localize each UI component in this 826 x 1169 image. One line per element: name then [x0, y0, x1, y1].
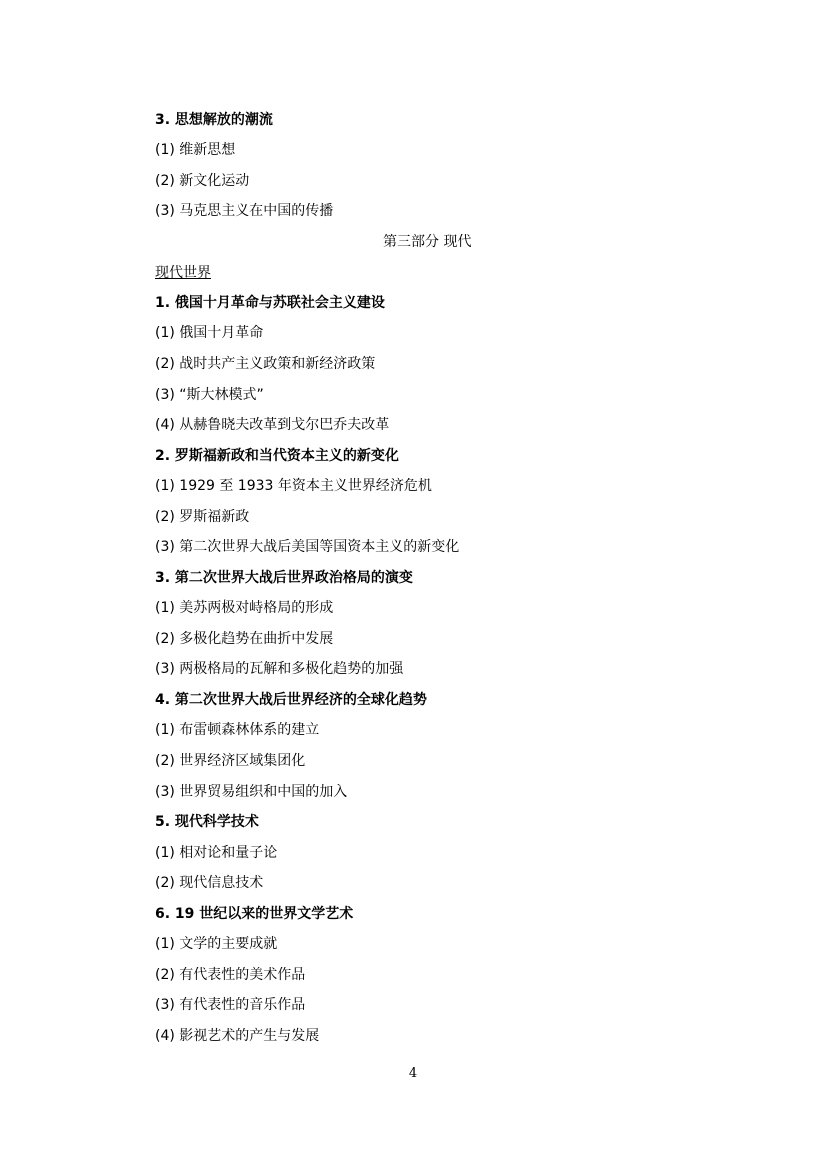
- section-heading: 6. 19 世纪以来的世界文学艺术: [155, 906, 354, 922]
- part-title: 第三部分 现代: [383, 234, 472, 250]
- section-heading: 3. 思想解放的潮流: [155, 112, 273, 128]
- list-item: (2) 罗斯福新政: [155, 509, 250, 525]
- page-number: 4: [408, 1066, 418, 1081]
- section-heading: 5. 现代科学技术: [155, 814, 259, 830]
- list-item: (3) 两极格局的瓦解和多极化趋势的加强: [155, 661, 404, 677]
- list-item: (1) 文学的主要成就: [155, 936, 278, 952]
- list-item: (3) 有代表性的音乐作品: [155, 997, 306, 1013]
- section-heading: 4. 第二次世界大战后世界经济的全球化趋势: [155, 692, 427, 708]
- section-heading: 1. 俄国十月革命与苏联社会主义建设: [155, 295, 385, 311]
- list-item: (1) 美苏两极对峙格局的形成: [155, 600, 334, 616]
- list-item: (4) 从赫鲁晓夫改革到戈尔巴乔夫改革: [155, 417, 390, 433]
- section-heading: 3. 第二次世界大战后世界政治格局的演变: [155, 570, 413, 586]
- list-item: (4) 影视艺术的产生与发展: [155, 1028, 320, 1044]
- list-item: (2) 有代表性的美术作品: [155, 967, 306, 983]
- list-item: (1) 1929 至 1933 年资本主义世界经济危机: [155, 478, 432, 494]
- list-item: (3) 第二次世界大战后美国等国资本主义的新变化: [155, 539, 460, 555]
- list-item: (3) 马克思主义在中国的传播: [155, 203, 334, 219]
- list-item: (3) “斯大林模式”: [155, 387, 264, 403]
- list-item: (1) 相对论和量子论: [155, 845, 278, 861]
- section-heading: 2. 罗斯福新政和当代资本主义的新变化: [155, 448, 399, 464]
- list-item: (2) 世界经济区域集团化: [155, 753, 306, 769]
- list-item: (1) 维新思想: [155, 142, 236, 158]
- list-item: (2) 多极化趋势在曲折中发展: [155, 631, 334, 647]
- list-item: (2) 新文化运动: [155, 173, 250, 189]
- list-item: (2) 现代信息技术: [155, 875, 264, 891]
- list-item: (1) 俄国十月革命: [155, 325, 264, 341]
- list-item: (2) 战时共产主义政策和新经济政策: [155, 356, 376, 372]
- list-item: (3) 世界贸易组织和中国的加入: [155, 784, 348, 800]
- subsection-title: 现代世界: [155, 265, 211, 281]
- list-item: (1) 布雷顿森林体系的建立: [155, 722, 320, 738]
